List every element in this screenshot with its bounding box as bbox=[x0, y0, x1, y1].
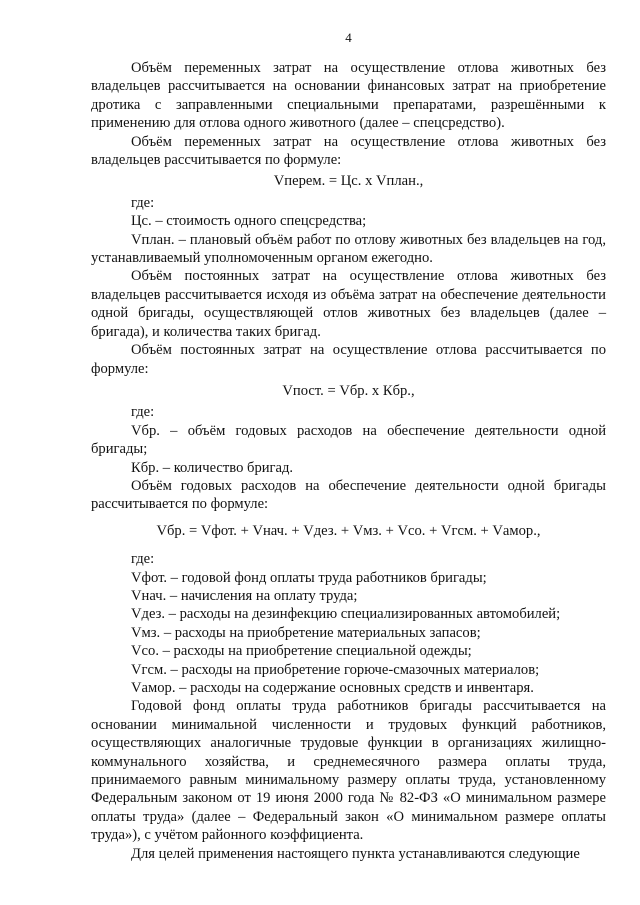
formula-fixed-costs: Vпост. = Vбр. х Кбр., bbox=[282, 382, 415, 399]
definition-item: Vгсм. – расходы на приобретение горюче-смазочных материалов; bbox=[131, 661, 540, 678]
paragraph-variable-costs-basis: Объём переменных затрат на осуществление отлова животных без владельцев рассчитывается на основании финансовых затрат на приобретение дротика с заправленными специальными препаратами, разрешёнными к применению для отлова одного животного (далее – спецсредство). bbox=[91, 60, 606, 132]
definition-item: Vфот. – годовой фонд оплаты труда работников бригады; bbox=[131, 569, 487, 586]
label-where: где: bbox=[131, 551, 155, 568]
paragraph-brigade-costs-formula-intro: Объём годовых расходов на обеспечение деятельности одной бригады рассчитывается по формуле: bbox=[91, 477, 606, 513]
paragraph-variable-costs-formula-intro: Объём переменных затрат на осуществление отлова животных без владельцев рассчитывается по формуле: bbox=[91, 133, 606, 169]
formula-brigade-costs: Vбр. = Vфот. + Vнач. + Vдез. + Vмз. + Vсо. + Vгсм. + Vамор., bbox=[156, 522, 541, 539]
paragraph-fixed-costs-formula-intro: Объём постоянных затрат на осуществление отлова рассчитывается по формуле: bbox=[91, 342, 606, 377]
paragraph-payroll-fund: Годовой фонд оплаты труда работников бригады рассчитывается на основании минимальной численности и трудовых функций работников, осуществляющих аналогичные трудовые функции в организациях жилищно-коммунального хозяйства, и среднемесячного размера оплаты труда, принимаемого равным минимальному размеру оплаты труда, установленному Федеральным законом от 19 июня 2000 года № 82-ФЗ «О минимальном размере оплаты труда» (далее – Федеральный закон «О минимальном размере оплаты труда»), с учётом районного коэффициента. bbox=[91, 698, 606, 844]
paragraph-fixed-costs-basis: Объём постоянных затрат на осуществление отлова животных без владельцев рассчитывается исходя из объёма затрат на обеспечение деятельности одной бригады, осуществляющей отлов животных без владельцев (далее – бригада), и количества таких бригад. bbox=[91, 268, 606, 340]
page-number: 4 bbox=[345, 30, 352, 45]
definition-item: Vплан. – плановый объём работ по отлову животных без владельцев на год, устанавливаемый уполномоченным органом ежегодно. bbox=[91, 231, 606, 267]
definition-item: Vдез. – расходы на дезинфекцию специализированных автомобилей; bbox=[131, 606, 561, 623]
definition-item: Vсо. – расходы на приобретение специальной одежды; bbox=[131, 643, 472, 660]
paragraph-following-conditions: Для целей применения настоящего пункта устанавливаются следующие bbox=[131, 845, 580, 862]
definition-item: Кбр. – количество бригад. bbox=[131, 459, 294, 476]
label-where: где: bbox=[131, 404, 155, 421]
definition-item: Vнач. – начисления на оплату труда; bbox=[131, 587, 358, 604]
definition-item: Vбр. – объём годовых расходов на обеспечение деятельности одной бригады; bbox=[91, 422, 606, 458]
label-where: где: bbox=[131, 194, 155, 211]
definition-item: Цс. – стоимость одного спецсредства; bbox=[131, 213, 367, 230]
definition-item: Vамор. – расходы на содержание основных средств и инвентаря. bbox=[131, 680, 534, 696]
definition-item: Vмз. – расходы на приобретение материальных запасов; bbox=[131, 624, 481, 641]
formula-variable-costs: Vперем. = Цс. х Vплан., bbox=[273, 173, 424, 190]
